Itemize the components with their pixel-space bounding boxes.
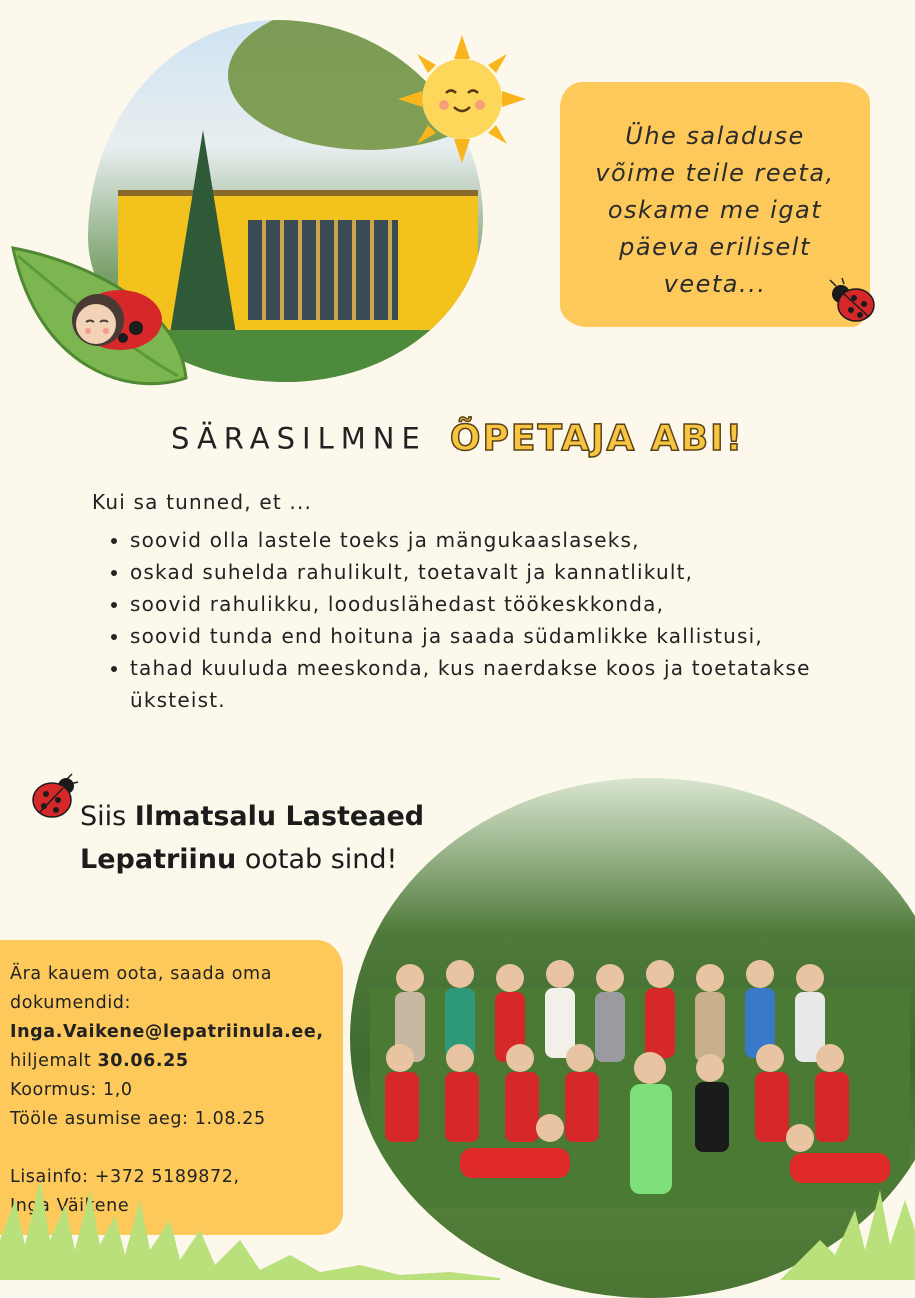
contact-name: Inga Väikene bbox=[10, 1196, 130, 1216]
list-item: • soovid olla lastele toeks ja mängukaaslaseks, bbox=[130, 524, 830, 556]
info-line: dokumendid: bbox=[10, 993, 131, 1013]
deadline-date: 30.06.25 bbox=[97, 1051, 189, 1071]
grass-icon bbox=[0, 1160, 500, 1280]
workload: Koormus: 1,0 bbox=[10, 1080, 133, 1100]
quote-text bbox=[560, 118, 870, 303]
ladybug-icon bbox=[826, 278, 876, 324]
ladybug-icon bbox=[30, 770, 80, 820]
contact-phone[interactable]: Lisainfo: +372 5189872, bbox=[10, 1167, 240, 1187]
invitation-text bbox=[80, 795, 460, 881]
list-item: • soovid tunda end hoituna ja saada südamlikke kallistusi, bbox=[130, 620, 830, 652]
quote-box bbox=[560, 82, 870, 327]
org-name-line1: Ilmatsalu Lasteaed bbox=[134, 801, 425, 832]
quote-line: veeta... bbox=[663, 270, 767, 298]
org-name-line2: Lepatriinu bbox=[80, 844, 237, 875]
invitation-suffix: ootab sind! bbox=[236, 844, 398, 875]
title-light: SÄRASILMNE bbox=[171, 421, 427, 456]
requirements-list bbox=[92, 524, 830, 716]
contact-email[interactable]: Inga.Vaikene@lepatriinula.ee, bbox=[10, 1022, 324, 1042]
quote-line: päeva eriliselt bbox=[619, 233, 811, 261]
quote-line: oskame me igat bbox=[607, 196, 823, 224]
grass-icon bbox=[780, 1160, 915, 1280]
deadline-label: hiljemalt bbox=[10, 1051, 98, 1071]
page-title bbox=[0, 418, 915, 459]
list-item: • soovid rahulikku, looduslähedast töökeskkonda, bbox=[130, 588, 830, 620]
list-item: • tahad kuuluda meeskonda, kus naerdakse koos ja toetatakse üksteist. bbox=[130, 652, 830, 716]
start-date: Tööle asumise aeg: 1.08.25 bbox=[10, 1109, 266, 1129]
list-item: • oskad suhelda rahulikult, toetavalt ja kannatlikult, bbox=[130, 556, 830, 588]
sun-icon bbox=[398, 35, 526, 163]
invitation-prefix: Siis bbox=[80, 801, 135, 832]
intro-text: Kui sa tunned, et ... bbox=[92, 490, 313, 514]
info-line: Ära kauem oota, saada oma bbox=[10, 964, 273, 984]
quote-line: Ühe saladuse bbox=[625, 122, 805, 150]
title-bold: ÕPETAJA ABI! bbox=[449, 418, 744, 459]
leaf-ladybug-icon bbox=[8, 238, 188, 393]
quote-line: võime teile reeta, bbox=[595, 159, 835, 187]
